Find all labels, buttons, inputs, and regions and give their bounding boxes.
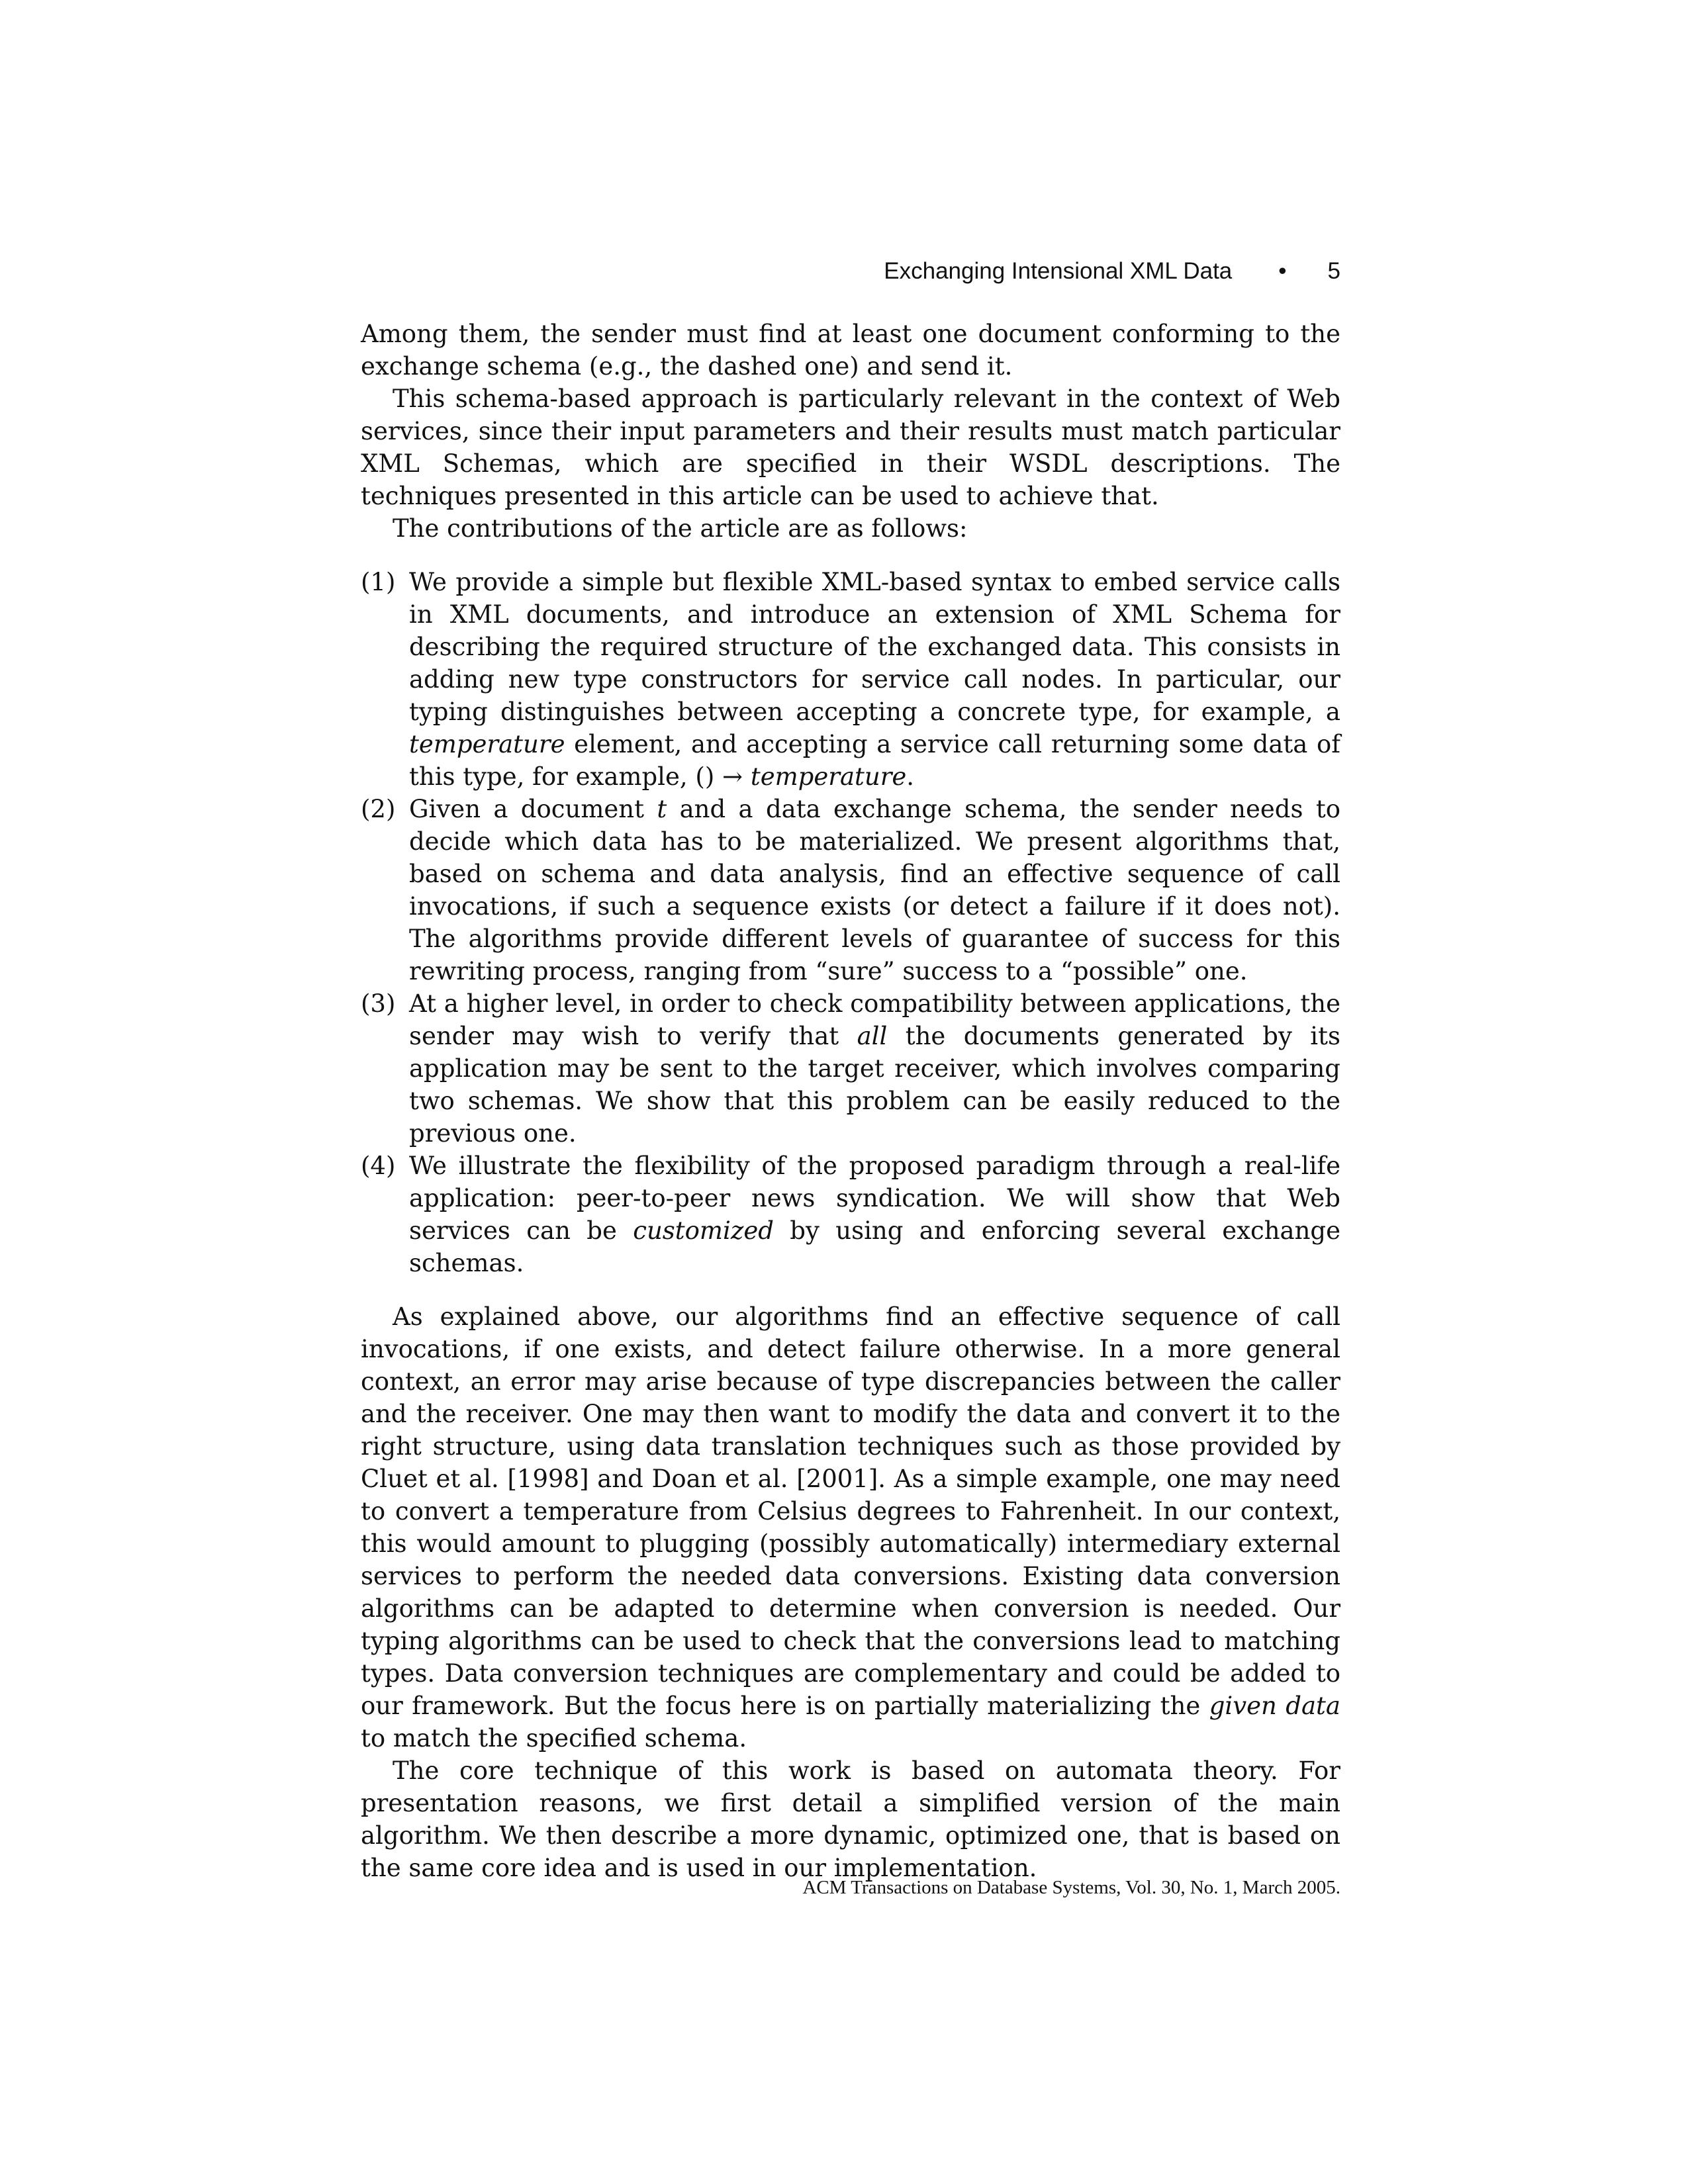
paragraph-text: to match the specified schema.	[361, 1724, 747, 1752]
list-item	[361, 566, 1340, 793]
list-item-text: We illustrate the flexibility of the proposed paradigm through a real-life application: peer-to-peer news syndication. We will show that Web services can be	[409, 1152, 1340, 1245]
running-header	[361, 255, 1340, 287]
paragraph-intro-3: The contributions of the article are as follows:	[393, 514, 968, 543]
journal-footer: ACM Transactions on Database Systems, Vol. 30, No. 1, March 2005.	[802, 1877, 1340, 1898]
list-item	[361, 1150, 1340, 1279]
list-item-emphasis: t	[657, 795, 667, 823]
contributions-list	[361, 566, 1340, 1279]
list-item-text: and a data exchange schema, the sender needs to decide which data has to be materialized. We present algorithms that, based on schema and data analysis, find an effective sequence of call invocations, if such a sequence exists (or detect a failure if it does not). The algorithms provide different levels of guarantee of success for this rewriting process, ranging from “sure” success to a “possible” one.	[409, 795, 1340, 985]
paragraph-emphasis: given data	[1209, 1692, 1340, 1720]
paragraph-text: As explained above, our algorithms find an effective sequence of call invocations, if one exists, and detect failure otherwise. In a more general context, an error may arise because of type discrepancies between the caller and the receiver. One may then want to modify the data and convert it to the right structure, using data translation techniques such as those provided by Cluet et al. [1998] and Doan et al. [2001]. As a simple example, one may need to convert a temperature from Celsius degrees to Fahrenheit. In our context, this would amount to plugging (possibly automatically) intermediary external services to perform the needed data conversions. Existing data conversion algorithms can be adapted to determine when conversion is needed. Our typing algorithms can be used to check that the conversions lead to matching types. Data conversion techniques are complementary and could be added to our framework. But the focus here is on partially materializing the	[361, 1302, 1340, 1720]
list-item-emphasis: temperature	[409, 730, 565, 758]
paragraph-discussion-2: The core technique of this work is based on automata theory. For presentation reasons, we first detail a simplified version of the main algorithm. We then describe a more dynamic, optimized one, that is based on the same core idea and is used in our implementation.	[361, 1756, 1340, 1882]
list-item-emphasis: temperature	[750, 762, 907, 791]
list-item-number: (1)	[361, 568, 396, 596]
page-number: 5	[1327, 258, 1340, 284]
list-item-emphasis: all	[857, 1022, 888, 1050]
paper-page	[361, 0, 1340, 2184]
paragraph-intro-2: This schema-based approach is particularly relevant in the context of Web services, since their input parameters and their results must match particular XML Schemas, which are specified in their WSDL descriptions. The techniques presented in this article can be used to achieve that.	[361, 385, 1340, 510]
list-item-text: We provide a simple but flexible XML-based syntax to embed service calls in XML documents, and introduce an extension of XML Schema for describing the required structure of the exchanged data. This consists in adding new type constructors for service call nodes. In particular, our typing distinguishes between accepting a concrete type, for example, a	[409, 568, 1340, 726]
body-text	[361, 318, 1340, 1884]
list-item-number: (3)	[361, 989, 396, 1018]
list-item-number: (2)	[361, 795, 396, 823]
list-item-text: element, and accepting a service call returning some data of this type, for example, () →	[409, 730, 1340, 791]
list-item-text: by using and enforcing several exchange schemas.	[409, 1216, 1340, 1277]
list-item-number: (4)	[361, 1152, 396, 1180]
header-bullet: •	[1278, 258, 1287, 284]
list-item	[361, 793, 1340, 987]
list-item-text: Given a document	[409, 795, 657, 823]
list-item-text: .	[906, 762, 915, 791]
list-item	[361, 987, 1340, 1150]
list-item-text: At a higher level, in order to check compatibility between applications, the sender may wish to verify that	[409, 989, 1340, 1050]
list-item-emphasis: customized	[633, 1216, 774, 1245]
paragraph-discussion-1	[361, 1300, 1340, 1754]
running-title: Exchanging Intensional XML Data	[884, 258, 1233, 284]
list-item-text: the documents generated by its application may be sent to the target receiver, which involves comparing two schemas. We show that this problem can be easily reduced to the previous one.	[409, 1022, 1340, 1148]
paragraph-intro-1: Among them, the sender must find at least one document conforming to the exchange schema (e.g., the dashed one) and send it.	[361, 320, 1340, 381]
